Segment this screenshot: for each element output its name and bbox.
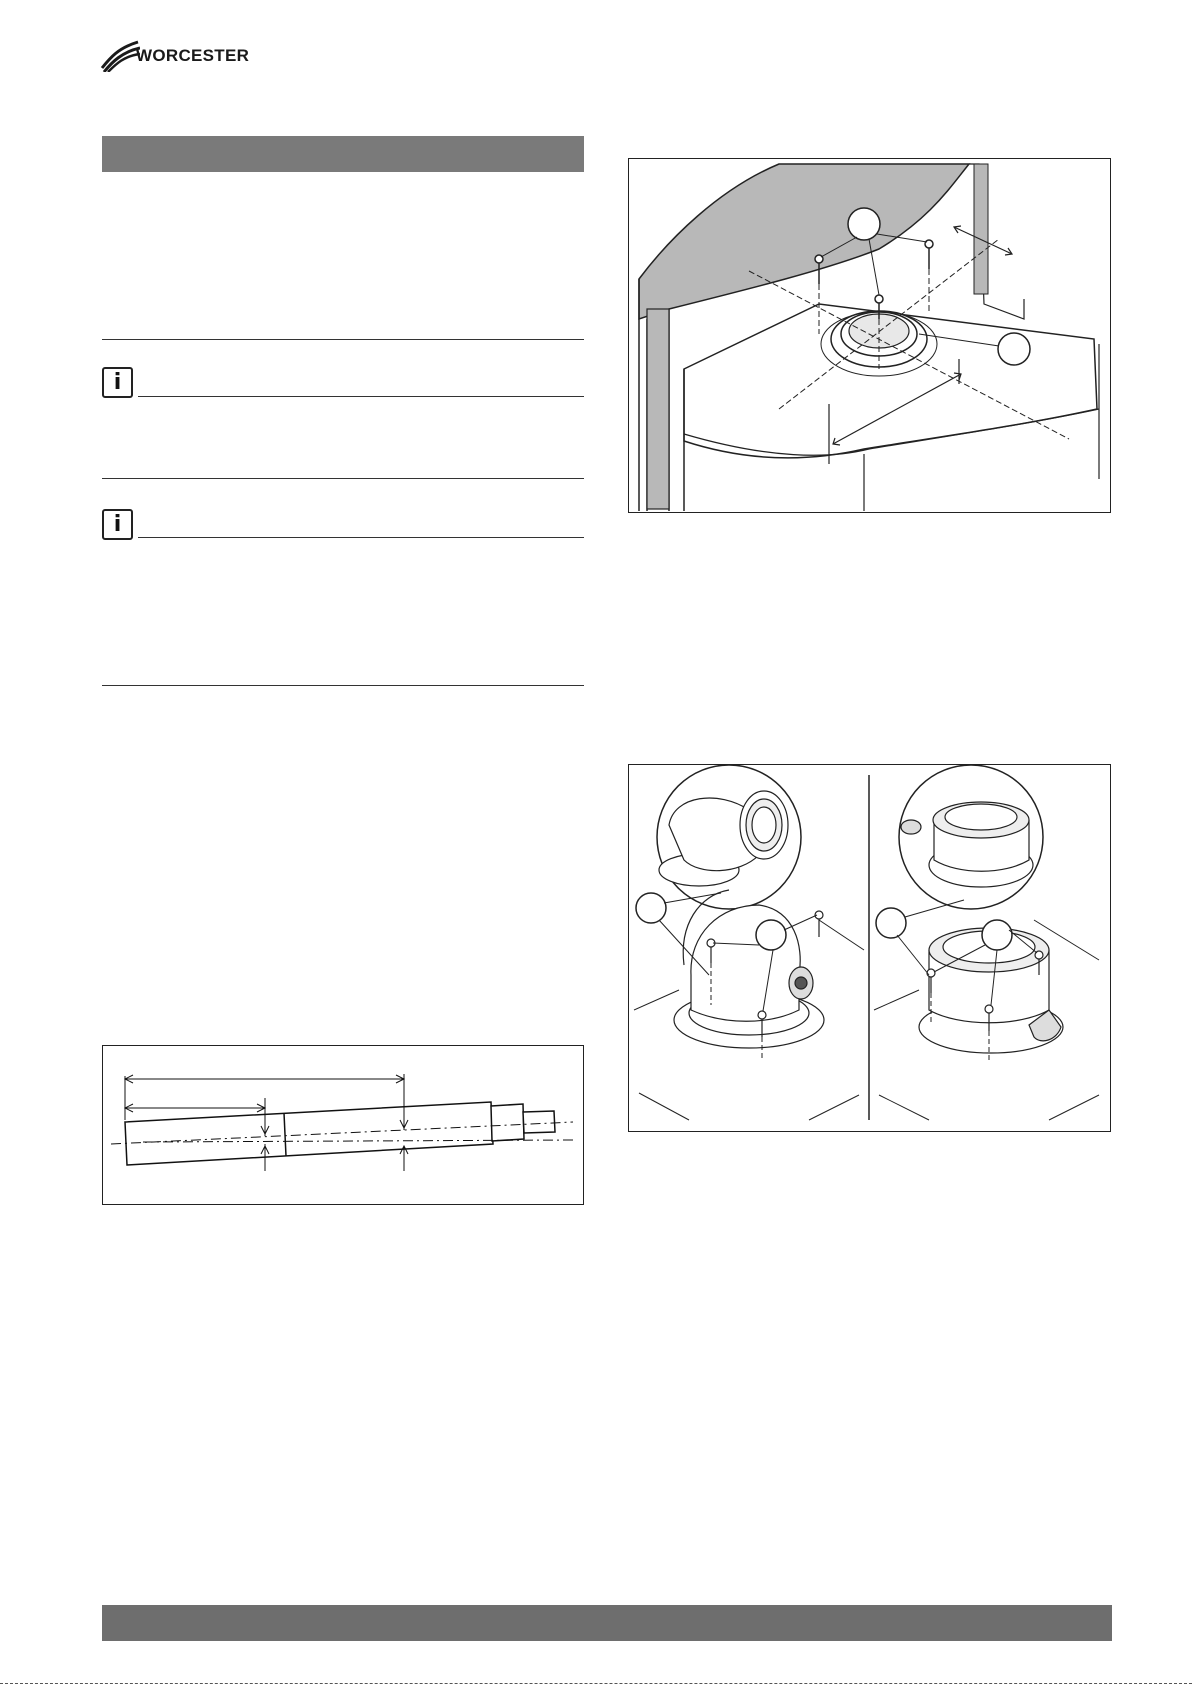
section-header-bar [102,136,584,172]
page-edge [0,1683,1192,1684]
footer-bar [102,1605,1112,1641]
adaptor-options-illustration [629,765,1109,1130]
info-icon: i [102,367,133,398]
divider [102,339,584,340]
figure-boiler-top-adaptor [628,158,1111,513]
figure-flue-pipe-measurement [102,1045,584,1205]
brand-logo [100,38,260,72]
divider [102,685,584,686]
info-icon: i [102,509,133,540]
divider [138,396,584,397]
figure-flue-adaptor-options [628,764,1111,1132]
boiler-top-illustration [629,159,1109,511]
divider [102,478,584,479]
divider [138,537,584,538]
worcester-swoosh-icon [100,38,140,72]
brand-name: WORCESTER [136,46,250,65]
flue-pipe-illustration [103,1046,582,1203]
